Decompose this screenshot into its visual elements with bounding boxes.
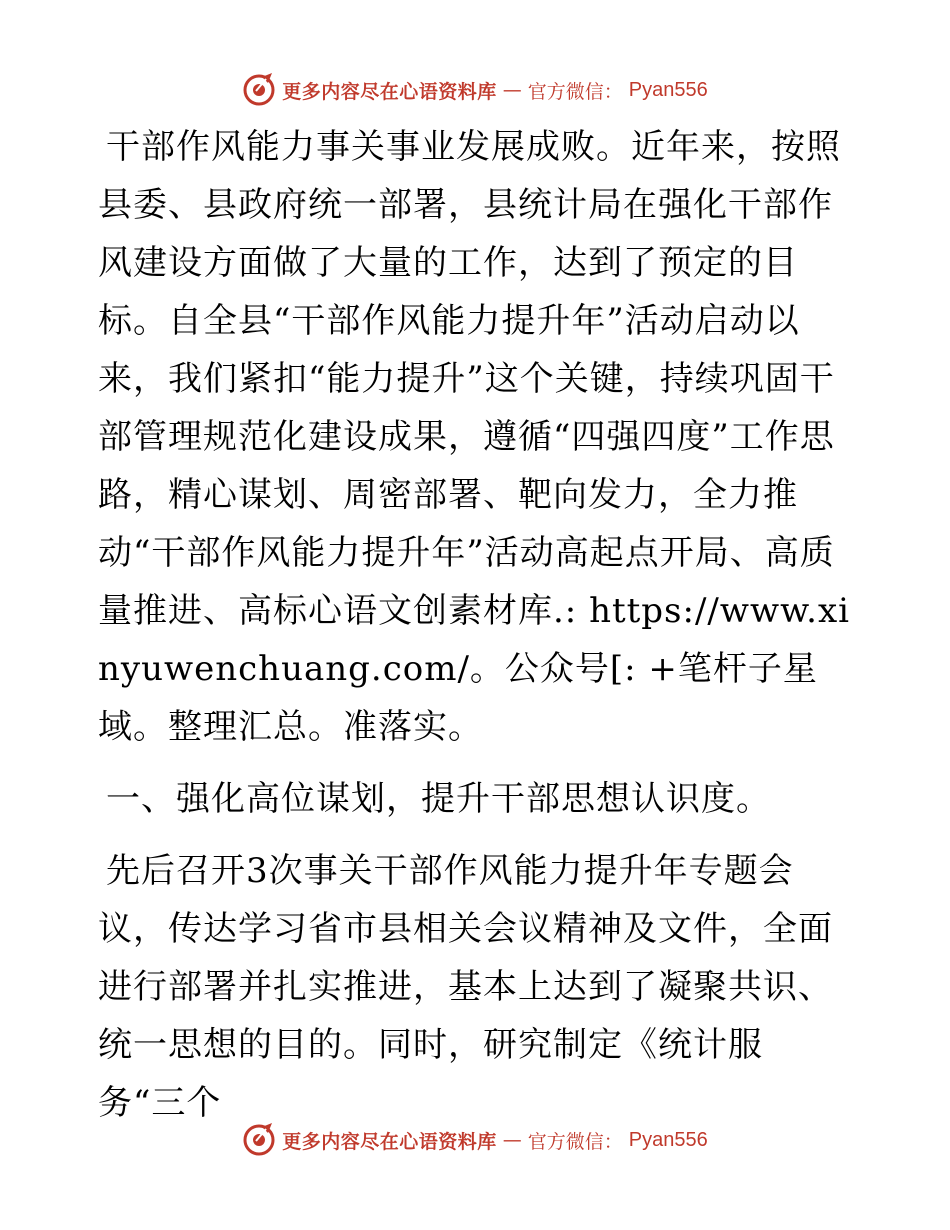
pen-circle-logo-icon xyxy=(242,73,276,107)
document-body xyxy=(98,118,850,1132)
page-header xyxy=(0,70,950,110)
footer-wechat-id: Pyan556 xyxy=(628,1128,708,1151)
paragraph-intro: 干部作风能力事关事业发展成败。近年来，按照县委、县政府统一部署，县统计局在强化干部作风建设方面做了大量的工作，达到了预定的目标。自全县“干部作风能力提升年”活动启动以来，我们紧扣“能力提升”这个关键，持续巩固干部管理规范化建设成果，遵循“四强四度”工作思路，精心谋划、周密部署、靶向发力，全力推动“干部作风能力提升年”活动高起点开局、高质量推进、高标心语文创素材库.: https://www.xinyuwenchuang.com/。公众号[: +笔杆子星域。整理汇总。准落实。 xyxy=(98,127,851,747)
paragraph-section-1: 先后召开3次事关干部作风能力提升年专题会议，传达学习省市县相关会议精神及文件，全面进行部署并扎实推进，基本上达到了凝聚共识、统一思想的目的。同时，研究制定《统计服务“三个 xyxy=(98,851,833,1123)
footer-wechat-label: 官方微信： xyxy=(527,1130,623,1153)
header-wechat-label: 官方微信： xyxy=(527,80,623,103)
header-dash: — xyxy=(502,79,522,101)
header-wechat-id: Pyan556 xyxy=(628,78,708,101)
footer-dash: — xyxy=(502,1129,522,1151)
footer-brand xyxy=(242,1123,708,1157)
header-brand-text: 更多内容尽在心语资料库 xyxy=(282,80,497,103)
footer-brand-text: 更多内容尽在心语资料库 xyxy=(282,1130,497,1153)
page-footer xyxy=(0,1120,950,1160)
section-heading-1: 一、强化高位谋划，提升干部思想认识度。 xyxy=(106,779,771,819)
header-brand xyxy=(242,73,708,107)
pen-circle-logo-icon xyxy=(242,1123,276,1157)
